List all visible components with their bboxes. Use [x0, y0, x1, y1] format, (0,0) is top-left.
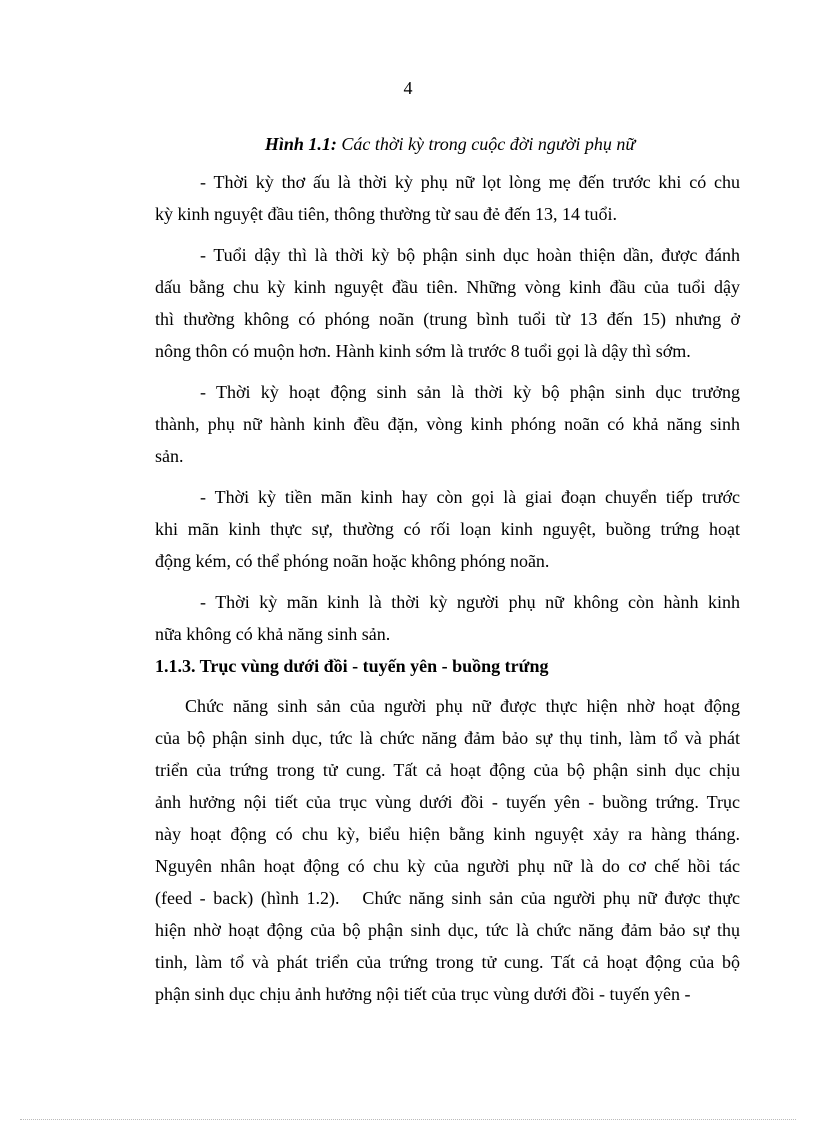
body-line: phận sinh dục chịu ảnh hưởng nội tiết của trục vùng dưới đồi - tuyến yên -	[155, 984, 691, 1004]
page-bottom-divider	[20, 1119, 796, 1120]
paragraph-line: kỳ kinh nguyệt đầu tiên, thông thường từ sau đẻ đến 13, 14 tuổi.	[155, 204, 617, 224]
paragraph-line: động kém, có thể phóng noãn hoặc không phóng noãn.	[155, 551, 550, 571]
body-line: hiện nhờ hoạt động của bộ phận sinh dục, tức là chức năng đảm bảo sự thụ	[155, 920, 740, 940]
body-line: triển của trứng trong tử cung. Tất cả hoạt động của bộ phận sinh dục chịu	[155, 760, 740, 780]
paragraph-line: nữa không có khả năng sinh sản.	[155, 624, 391, 644]
body-line: của bộ phận sinh dục, tức là chức năng đảm bảo sự thụ tinh, làm tổ và phát	[155, 728, 740, 748]
page-number: 4	[403, 78, 413, 98]
caption-text: Các thời kỳ trong cuộc đời người phụ nữ	[336, 134, 636, 154]
body-line: Chức năng sinh sản của người phụ nữ được thực hiện nhờ hoạt động	[185, 696, 740, 716]
caption-label: Hình 1.1:	[264, 134, 337, 154]
paragraph-line: - Thời kỳ hoạt động sinh sản là thời kỳ bộ phận sinh dục trưởng	[200, 382, 740, 402]
paragraph-line: - Thời kỳ thơ ấu là thời kỳ phụ nữ lọt lòng mẹ đến trước khi có chu	[200, 172, 740, 192]
paragraph-line: - Tuổi dậy thì là thời kỳ bộ phận sinh dục hoàn thiện dần, được đánh	[200, 245, 740, 265]
body-line: tinh, làm tổ và phát triển của trứng trong tử cung. Tất cả hoạt động của bộ	[155, 952, 740, 972]
paragraph-line: khi mãn kinh thực sự, thường có rối loạn kinh nguyệt, buồng trứng hoạt	[155, 519, 740, 539]
paragraph-line: thì thường không có phóng noãn (trung bình tuổi từ 13 đến 15) nhưng ở	[155, 309, 740, 329]
figure-caption	[0, 134, 816, 155]
paragraph-line: - Thời kỳ tiền mãn kinh hay còn gọi là giai đoạn chuyển tiếp trước	[200, 487, 740, 507]
body-line: (feed - back) (hình 1.2). Chức năng sinh sản của người phụ nữ được thực	[155, 888, 740, 908]
paragraph-line: sản.	[155, 446, 184, 466]
paragraph-line: thành, phụ nữ hành kinh đều đặn, vòng kinh phóng noãn có khả năng sinh	[155, 414, 740, 434]
body-line: Nguyên nhân hoạt động có chu kỳ của người phụ nữ là do cơ chế hồi tác	[155, 856, 740, 876]
body-line: này hoạt động có chu kỳ, biểu hiện bằng kinh nguyệt xảy ra hàng tháng.	[155, 824, 740, 844]
paragraph-line: nông thôn có muộn hơn. Hành kinh sớm là trước 8 tuổi gọi là dậy thì sớm.	[155, 341, 691, 361]
paragraph-line: - Thời kỳ mãn kinh là thời kỳ người phụ nữ không còn hành kinh	[200, 592, 740, 612]
paragraph-line: dấu bằng chu kỳ kinh nguyệt đầu tiên. Những vòng kinh đầu của tuổi dậy	[155, 277, 740, 297]
section-heading: 1.1.3. Trục vùng dưới đồi - tuyến yên - buồng trứng	[155, 656, 549, 676]
body-line: ảnh hưởng nội tiết của trục vùng dưới đồi - tuyến yên - buồng trứng. Trục	[155, 792, 740, 812]
